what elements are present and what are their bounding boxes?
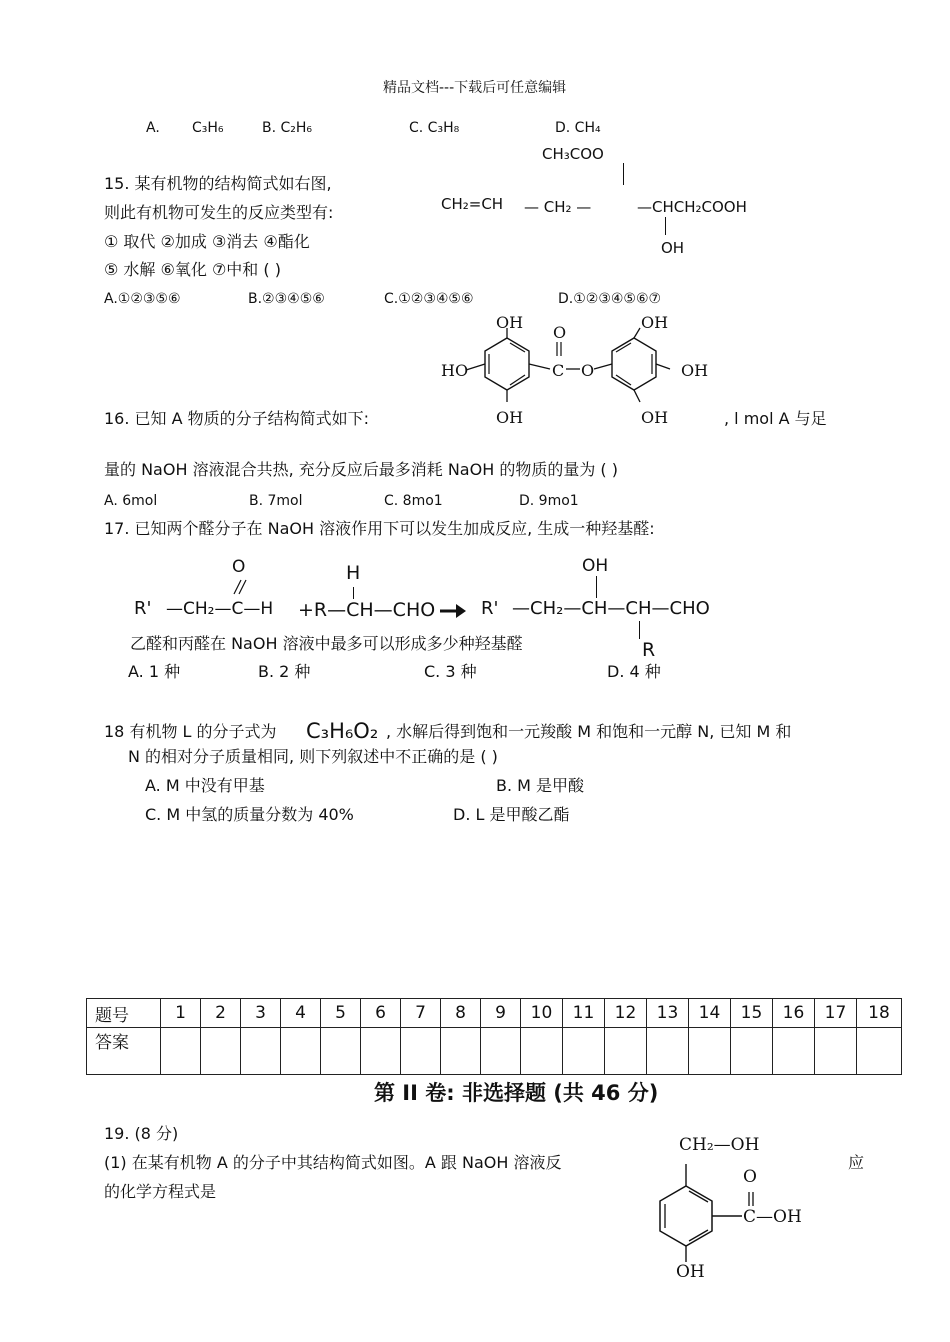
q18-option-b: B. M 是甲酸 — [496, 776, 585, 795]
answer-table-number: 3 — [241, 999, 281, 1028]
q17-eq-carbonyl-o: O — [232, 557, 246, 577]
q16-option-c: C. 8mo1 — [384, 493, 443, 509]
q16-struct-carbon: C — [552, 361, 565, 380]
q17-eq-reactant-chain: —CH₂—C—H — [166, 599, 274, 619]
q17-option-c: C. 3 种 — [424, 662, 477, 681]
answer-table — [86, 998, 902, 1075]
answer-table-number: 1 — [161, 999, 201, 1028]
q15-struct-mid-group: — CH₂ — — [524, 198, 592, 216]
q19-struct-oh: OH — [676, 1262, 705, 1282]
q15-struct-bond-vertical-bottom — [665, 217, 666, 235]
answer-table-number: 16 — [773, 999, 815, 1028]
q15-stem-line4: ⑤ 水解 ⑥氧化 ⑦中和 ( ) — [104, 260, 281, 279]
q17-eq-product-chain: —CH₂—CH—CH—CHO — [512, 598, 710, 619]
answer-table-number: 5 — [321, 999, 361, 1028]
answer-table-header-label: 题号 — [87, 999, 161, 1028]
answer-cell[interactable] — [241, 1028, 281, 1075]
q18-option-c: C. M 中氢的质量分数为 40% — [145, 805, 354, 824]
q16-struct-oh-bottom-right: OH — [641, 408, 669, 427]
q19-struct-cooh: C—OH — [743, 1207, 802, 1227]
q15-stem-line3: ① 取代 ②加成 ③消去 ④酯化 — [104, 232, 310, 251]
q15-option-b: B.②③④⑤⑥ — [248, 291, 325, 307]
q14-option-a: A. — [146, 120, 160, 136]
q18-stem-line2: N 的相对分子质量相同, 则下列叙述中不正确的是 ( ) — [128, 747, 498, 766]
answer-cell[interactable] — [481, 1028, 521, 1075]
q16-option-a: A. 6mol — [104, 493, 158, 509]
q16-stem-line2: 量的 NaOH 溶液混合共热, 充分反应后最多消耗 NaOH 的物质的量为 ( ) — [104, 460, 618, 479]
q15-struct-bond-vertical-top — [623, 163, 624, 185]
q16-option-b: B. 7mol — [249, 493, 303, 509]
answer-cell[interactable] — [361, 1028, 401, 1075]
answer-cell[interactable] — [441, 1028, 481, 1075]
answer-cell[interactable] — [321, 1028, 361, 1075]
answer-table-number: 17 — [815, 999, 857, 1028]
answer-cell[interactable] — [161, 1028, 201, 1075]
q15-struct-top-group: CH₃COO — [542, 145, 604, 163]
answer-table-number: 15 — [731, 999, 773, 1028]
q14-option-a-value: C₃H₆ — [192, 120, 224, 136]
answer-table-number: 18 — [857, 999, 902, 1028]
q17-eq-r-bond — [639, 621, 640, 639]
q17-question: 乙醛和丙醛在 NaOH 溶液中最多可以形成多少种羟基醛 — [130, 634, 523, 653]
q15-struct-left-group: CH₂=CH — [441, 195, 504, 213]
header-watermark: 精品文档---下载后可任意编辑 — [383, 80, 567, 96]
answer-table-number: 2 — [201, 999, 241, 1028]
q17-eq-product-oh: OH — [582, 556, 609, 576]
answer-cell[interactable] — [563, 1028, 605, 1075]
q16-structure — [438, 312, 718, 432]
answer-cell[interactable] — [773, 1028, 815, 1075]
q14-option-b: B. C₂H₆ — [262, 120, 313, 136]
answer-cell[interactable] — [521, 1028, 563, 1075]
answer-table-number: 9 — [481, 999, 521, 1028]
q16-option-d: D. 9mo1 — [519, 493, 579, 509]
answer-table-answer-row — [87, 1028, 902, 1075]
q14-option-c: C. C₃H₈ — [409, 120, 460, 136]
answer-cell[interactable] — [857, 1028, 902, 1075]
q19-line2: 的化学方程式是 — [104, 1182, 217, 1201]
q17-eq-double-bond — [230, 578, 250, 596]
q15-option-d: D.①②③④⑤⑥⑦ — [558, 291, 662, 307]
q15-option-c: C.①②③④⑤⑥ — [384, 291, 474, 307]
q19-struct-carbonyl-o: O — [743, 1167, 757, 1187]
q17-eq-arrow — [440, 602, 466, 620]
answer-table-answer-label: 答案 — [87, 1028, 161, 1075]
q19-head: 19. (8 分) — [104, 1124, 179, 1143]
q16-struct-oh-top-left: OH — [496, 313, 524, 332]
answer-table-number: 11 — [563, 999, 605, 1028]
section2-title: 第 II 卷: 非选择题 (共 46 分) — [374, 1081, 659, 1105]
q15-stem-line2: 则此有机物可发生的反应类型有: — [104, 203, 334, 222]
q17-eq-oh-bond — [596, 576, 597, 598]
answer-cell[interactable] — [647, 1028, 689, 1075]
q19-struct-ch2oh: CH₂—OH — [679, 1135, 760, 1155]
q18-formula: C₃H₆O₂ — [306, 719, 379, 743]
q17-eq-reactant-2: +R—CH—CHO — [298, 599, 436, 621]
q18-stem-a: 18 有机物 L 的分子式为 — [104, 722, 277, 741]
q16-struct-carbonyl-o: O — [553, 323, 567, 342]
q16-struct-oh-right: OH — [681, 361, 709, 380]
answer-table-number: 14 — [689, 999, 731, 1028]
q17-eq-reactant-r1: R' — [134, 598, 152, 619]
answer-table-number: 7 — [401, 999, 441, 1028]
answer-cell[interactable] — [815, 1028, 857, 1075]
q17-option-d: D. 4 种 — [607, 662, 661, 681]
answer-table-number: 8 — [441, 999, 481, 1028]
q18-stem-b: , 水解后得到饱和一元羧酸 M 和饱和一元醇 N, 已知 M 和 — [386, 722, 792, 741]
answer-cell[interactable] — [401, 1028, 441, 1075]
q18-option-d: D. L 是甲酸乙酯 — [453, 805, 570, 824]
answer-table-number: 12 — [605, 999, 647, 1028]
q15-stem-line1: 15. 某有机物的结构简式如右图, — [104, 174, 332, 193]
answer-cell[interactable] — [605, 1028, 647, 1075]
answer-table-number: 10 — [521, 999, 563, 1028]
q17-stem: 17. 已知两个醛分子在 NaOH 溶液作用下可以发生加成反应, 生成一种羟基醛: — [104, 519, 655, 538]
answer-cell[interactable] — [689, 1028, 731, 1075]
q19-line1-tail: 应 — [848, 1153, 865, 1172]
answer-cell[interactable] — [201, 1028, 241, 1075]
answer-table-number: 6 — [361, 999, 401, 1028]
q16-stem-tail: , l mol A 与足 — [724, 409, 827, 428]
q16-struct-oh-bottom-left: OH — [496, 408, 524, 427]
answer-table-number: 4 — [281, 999, 321, 1028]
answer-cell[interactable] — [731, 1028, 773, 1075]
q15-struct-bottom-group: OH — [661, 239, 685, 257]
q16-struct-ho-left: HO — [441, 361, 469, 380]
q16-stem: 16. 已知 A 物质的分子结构简式如下: — [104, 409, 370, 428]
q19-line1: (1) 在某有机物 A 的分子中其结构简式如图。A 跟 NaOH 溶液反 — [104, 1153, 562, 1172]
q17-eq-product-r: R — [642, 639, 656, 661]
q17-eq-product-r2: R' — [481, 598, 499, 619]
answer-table-number: 13 — [647, 999, 689, 1028]
q16-struct-ester-o: O — [581, 361, 595, 380]
q16-struct-oh-top-right: OH — [641, 313, 669, 332]
answer-table-header-row — [87, 999, 902, 1028]
q17-option-a: A. 1 种 — [128, 662, 181, 681]
q15-struct-right-group: —CHCH₂COOH — [637, 198, 747, 216]
q18-option-a: A. M 中没有甲基 — [145, 776, 265, 795]
answer-cell[interactable] — [281, 1028, 321, 1075]
q17-eq-h-bond — [353, 587, 354, 599]
q14-option-d: D. CH₄ — [555, 120, 601, 136]
q15-option-a: A.①②③⑤⑥ — [104, 291, 181, 307]
q17-eq-h-label: H — [346, 562, 361, 584]
q17-option-b: B. 2 种 — [258, 662, 311, 681]
